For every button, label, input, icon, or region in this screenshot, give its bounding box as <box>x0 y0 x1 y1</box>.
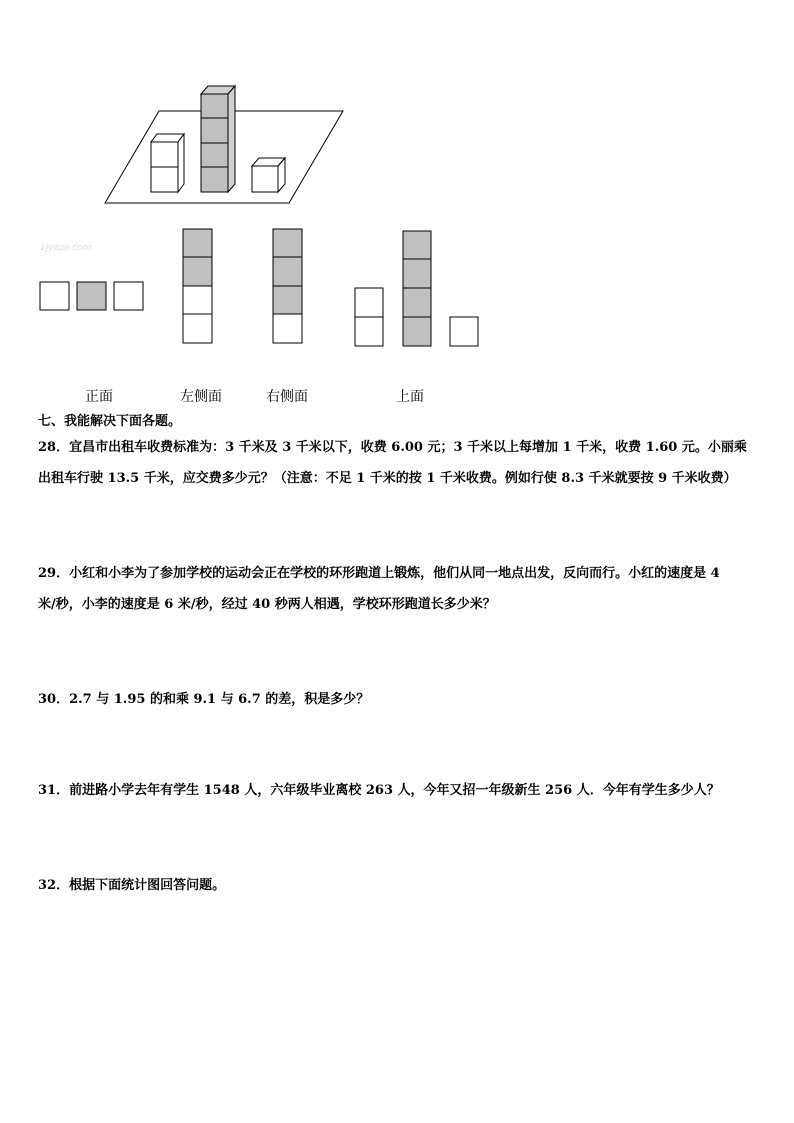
q29-line2: 米/秒，小李的速度是 6 米/秒，经过 40 秒两人相遇，学校环形跑道长多少米？ <box>38 597 496 612</box>
q31-text: 31．前进路小学去年有学生 1548 人，六年级毕业离校 263 人，今年又招一年级新生 256 人．今年有学生多少人？ <box>38 783 720 798</box>
label-front: 正面 <box>85 389 113 405</box>
label-top: 上面 <box>396 389 424 405</box>
q28-line2: 出租车行驶 13.5 千米，应交费多少元？（注意：不足 1 千米的按 1 千米收费。例如行使 8.3 千米就要按 9 千米收费） <box>38 471 737 486</box>
right-side-view <box>273 229 302 343</box>
q32-text: 32．根据下面统计图回答问题。 <box>38 878 226 893</box>
q30-text: 30．2.7 与 1.95 的和乘 9.1 与 6.7 的差，积是多少？ <box>38 692 370 707</box>
left-cube-stack <box>151 134 184 192</box>
watermark-text: 1jyzuo.com <box>40 243 92 253</box>
left-side-view <box>183 229 212 343</box>
center-cube-stack <box>201 86 235 192</box>
q29-line1: 29．小红和小李为了参加学校的运动会正在学校的环形跑道上锻炼，他们从同一地点出发，反向而行。小红的速度是 4 <box>38 566 720 581</box>
cube-arrangement-figure <box>0 0 794 400</box>
right-single-cube <box>252 158 285 192</box>
q28-line1: 28．宜昌市出租车收费标准为：3 千米及 3 千米以下，收费 6.00 元；3 千米以上每增加 1 千米，收费 1.60 元。小丽乘 <box>38 440 747 455</box>
section-heading: 七、我能解决下面各题。 <box>38 414 182 429</box>
front-view <box>40 282 143 310</box>
top-view <box>355 231 478 346</box>
label-left-side: 左侧面 <box>180 389 222 405</box>
label-right-side: 右侧面 <box>266 389 308 405</box>
